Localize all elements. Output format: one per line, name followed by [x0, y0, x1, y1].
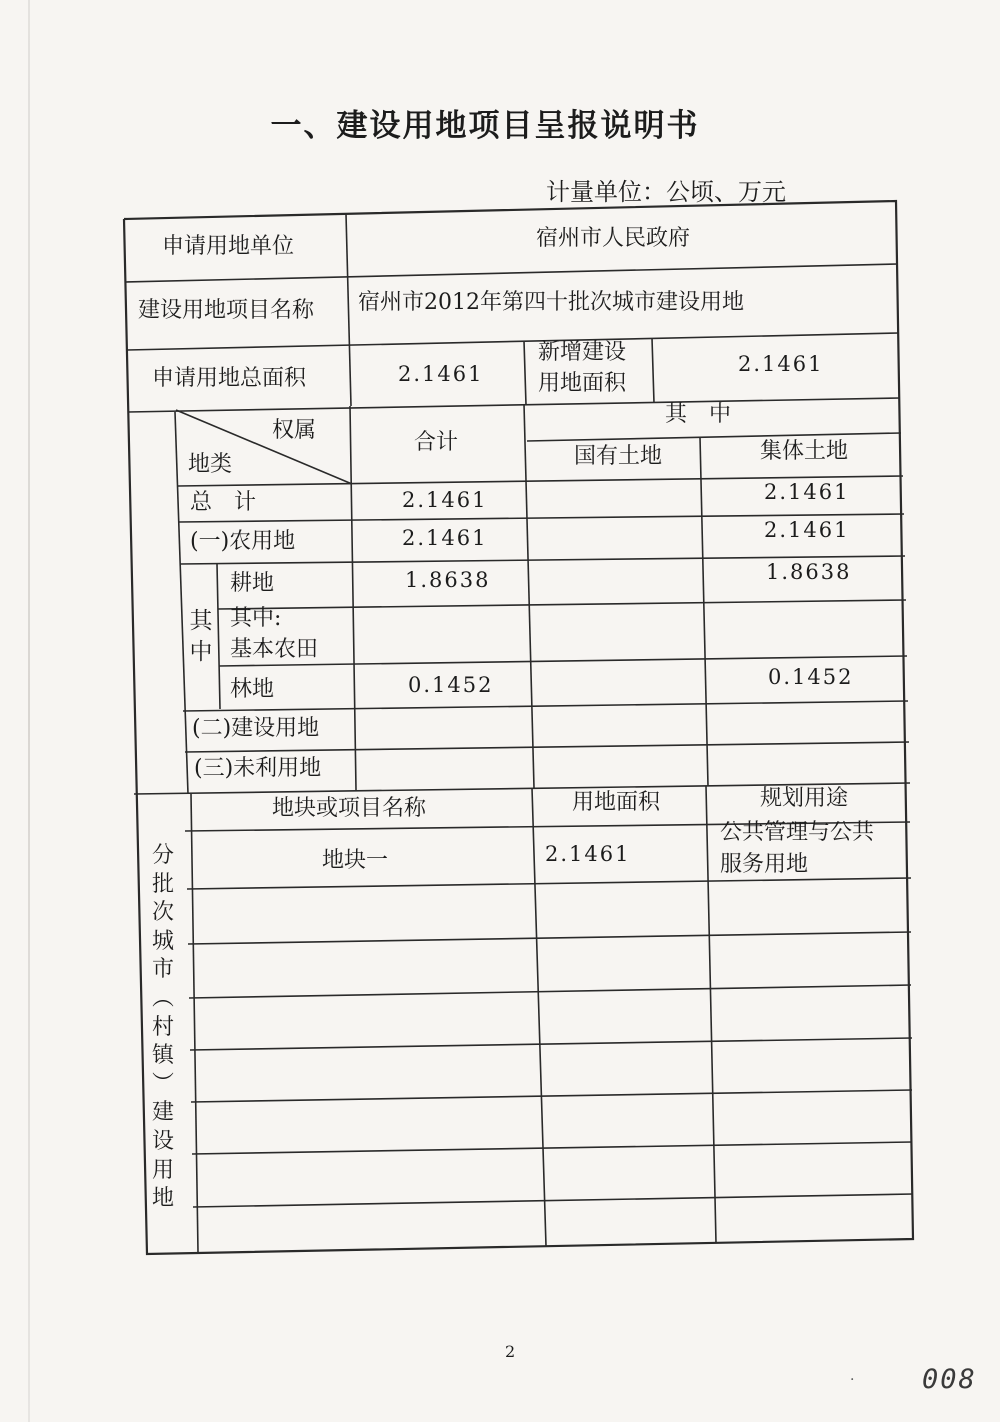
page-title: 一、建设用地项目呈报说明书: [270, 108, 700, 144]
row-agri-collective: 2.1461: [764, 518, 850, 542]
header-land-area: 用地面积: [572, 790, 661, 815]
row-forest-label: 林地: [230, 677, 275, 702]
header-planned-use: 规划用途: [760, 786, 849, 811]
row-forest-collective: 0.1452: [768, 665, 854, 689]
row-arable-label: 耕地: [230, 571, 275, 596]
applicant-value: 宿州市人民政府: [536, 226, 691, 251]
header-parcel-name: 地块或项目名称: [272, 796, 427, 821]
row-total-label: 总 计: [190, 490, 257, 515]
scan-mark: ·: [850, 1372, 855, 1388]
header-ownership: 权属: [272, 418, 317, 443]
header-among: 其 中: [665, 402, 732, 427]
new-area-label-1: 新增建设: [538, 340, 627, 365]
header-total: 合计: [414, 430, 459, 455]
row-forest-sum: 0.1452: [408, 673, 494, 697]
row-basic-farmland-label-1: 其中:: [230, 606, 282, 631]
row-arable-collective: 1.8638: [766, 560, 852, 584]
measurement-unit: 计量单位：公顷、万元: [546, 178, 786, 206]
project-name-value: 宿州市2012年第四十批次城市建设用地: [358, 290, 744, 315]
total-area-value: 2.1461: [398, 362, 484, 386]
page-number: 2: [505, 1342, 516, 1361]
stamp-number: 008: [922, 1364, 977, 1395]
new-area-label-2: 用地面积: [538, 371, 627, 396]
row-basic-farmland-label-2: 基本农田: [230, 637, 319, 662]
total-area-label: 申请用地总面积: [152, 366, 307, 391]
row-unused-label: (三)未利用地: [194, 756, 322, 781]
row-arable-sum: 1.8638: [405, 568, 491, 592]
parcel-use-line-2: 服务用地: [720, 852, 809, 877]
applicant-label: 申请用地单位: [162, 234, 295, 259]
row-total-sum: 2.1461: [402, 488, 488, 512]
parcel-area: 2.1461: [545, 842, 631, 866]
header-state-land: 国有土地: [574, 444, 663, 469]
parcel-use-line-1: 公共管理与公共: [720, 820, 875, 845]
header-collective-land: 集体土地: [760, 439, 849, 464]
batch-side-label: 分 批 次 城 市 ︵ 村 镇 ︶ 建 设 用 地: [151, 843, 174, 1212]
row-construction-label: (二)建设用地: [192, 716, 320, 741]
new-area-value: 2.1461: [738, 352, 824, 376]
project-name-label: 建设用地项目名称: [138, 298, 315, 323]
row-total-collective: 2.1461: [764, 480, 850, 504]
parcel-name: 地块一: [322, 848, 389, 873]
header-category: 地类: [188, 452, 233, 477]
row-agri-label: (一)农用地: [190, 529, 296, 554]
row-agri-sum: 2.1461: [402, 526, 488, 550]
among-vertical-label: 其 中: [189, 608, 213, 665]
